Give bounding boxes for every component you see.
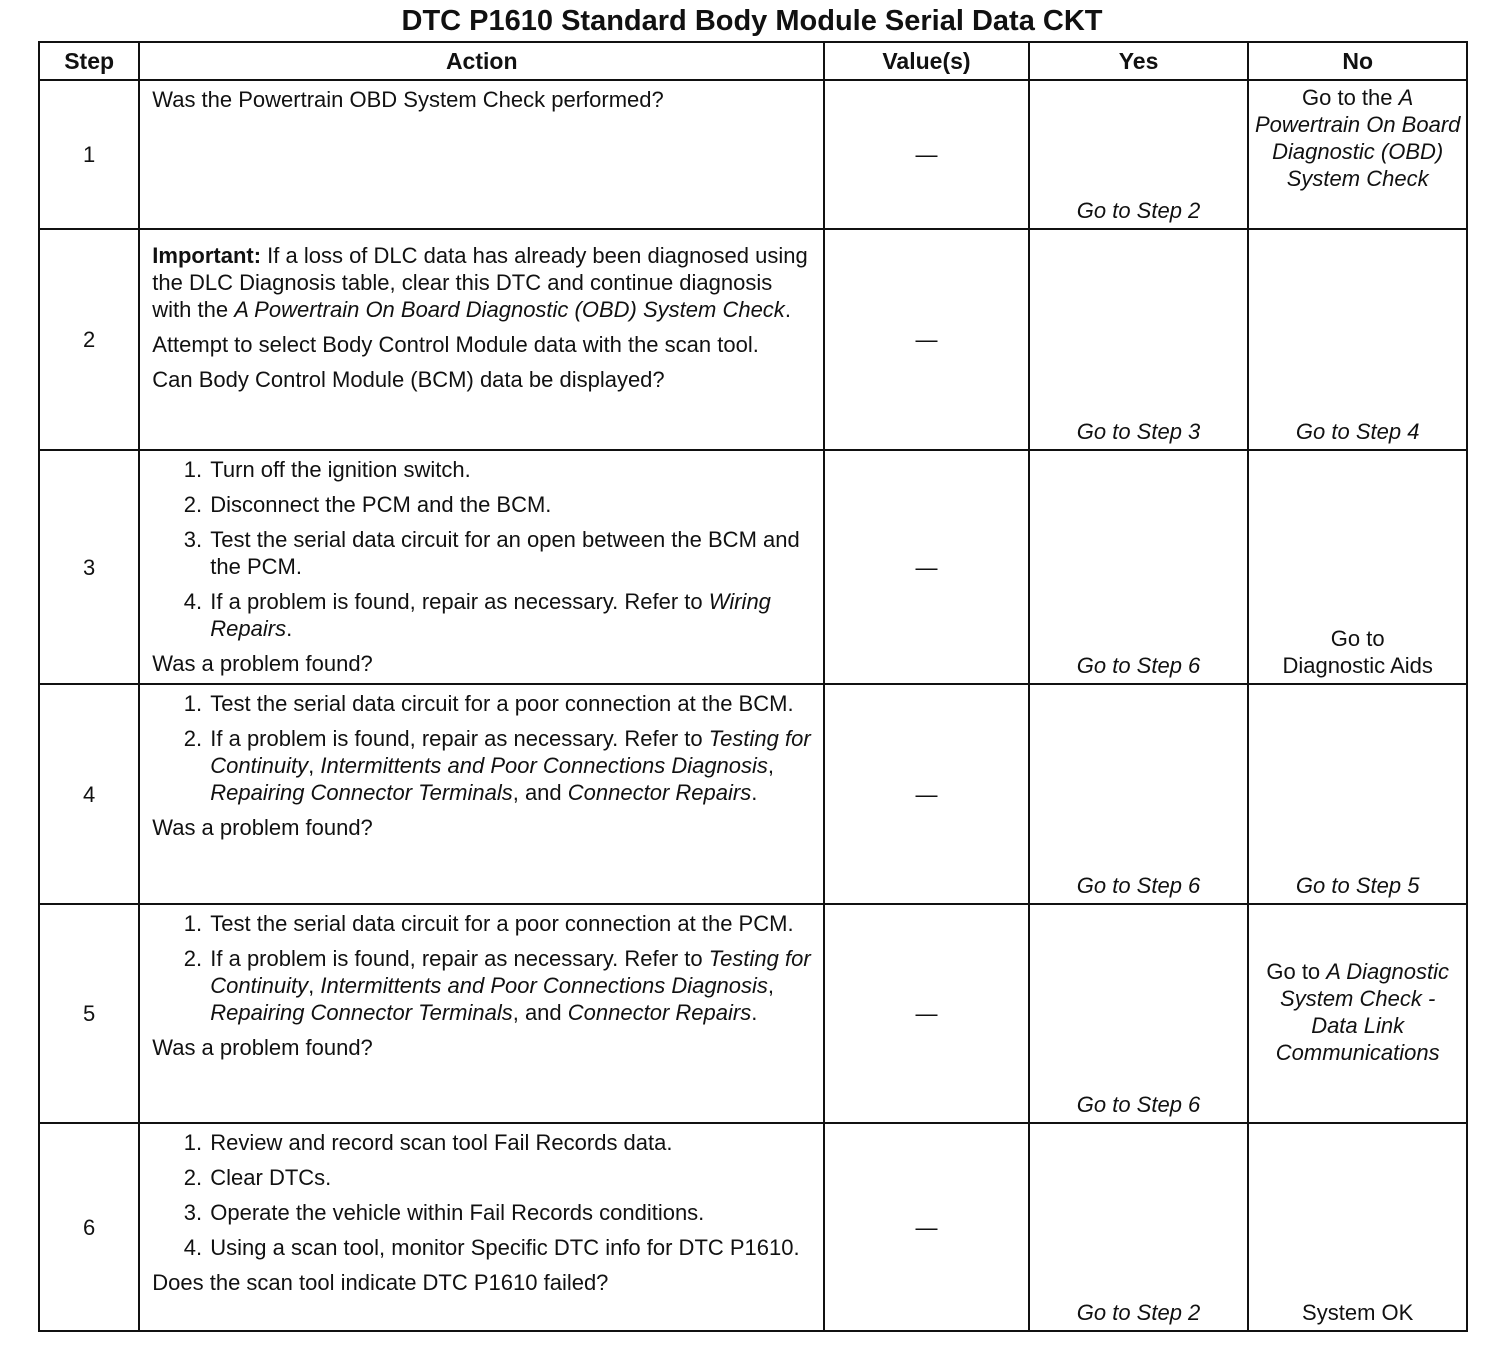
action-cell	[139, 684, 824, 904]
separator: , and	[512, 780, 568, 805]
yes-cell: Go to Step 6	[1029, 904, 1249, 1123]
attempt-instruction: Attempt to select Body Control Module data with the scan tool.	[152, 332, 759, 357]
substep-end: .	[286, 616, 293, 641]
step-number: 6	[39, 1123, 139, 1331]
important-reference: A Powertrain On Board Diagnostic (OBD) System Check	[234, 297, 785, 322]
important-label: Important:	[152, 243, 262, 268]
step-number: 1	[39, 80, 139, 229]
substep: 1. Test the serial data circuit for a poor connection at the PCM.	[208, 910, 813, 937]
reference-connector-terminals: Repairing Connector Terminals	[210, 1000, 513, 1025]
no-prefix: Go to	[1266, 958, 1327, 984]
yes-cell: Go to Step 2	[1029, 80, 1249, 229]
separator: ,	[767, 973, 775, 998]
action-cell	[139, 1123, 824, 1331]
yes-cell: Go to Step 3	[1029, 229, 1249, 450]
no-cell: Go to Step 4	[1248, 229, 1467, 450]
action-cell	[139, 229, 824, 450]
header-step: Step	[39, 42, 139, 80]
substep	[208, 945, 813, 1026]
substep: 1. Test the serial data circuit for a poor connection at the BCM.	[208, 690, 813, 717]
separator: ,	[308, 753, 321, 778]
no-cell: Go to Diagnostic Aids	[1248, 450, 1467, 684]
substep-list	[152, 1129, 813, 1261]
substep: 4. Using a scan tool, monitor Specific DTC info for DTC P1610.	[208, 1234, 813, 1261]
no-cell: System OK	[1248, 1123, 1467, 1331]
separator: ,	[767, 753, 775, 778]
reference-intermittents: Intermittents and Poor Connections Diagnosis	[320, 973, 768, 998]
header-value: Value(s)	[824, 42, 1029, 80]
action-cell	[139, 904, 824, 1123]
substep: 3. Test the serial data circuit for an open between the BCM and the PCM.	[208, 526, 813, 580]
value-cell: —	[824, 229, 1029, 450]
value-cell: —	[824, 80, 1029, 229]
action-cell	[139, 80, 824, 229]
table-row	[39, 684, 1467, 904]
substep	[208, 588, 813, 642]
header-row	[39, 42, 1467, 80]
substep: 1. Turn off the ignition switch.	[208, 456, 813, 483]
substep-text: If a problem is found, repair as necessary. Refer to	[210, 726, 709, 751]
important-text: If a loss of DLC data has already been diagnosed using the DLC Diagnosis table, clear this DTC and continue diagnosis with the	[152, 243, 808, 322]
substep-end: .	[751, 1000, 758, 1025]
important-note	[152, 242, 813, 323]
no-cell	[1248, 80, 1467, 229]
reference-connector-terminals: Repairing Connector Terminals	[210, 780, 513, 805]
value-cell: —	[824, 450, 1029, 684]
step-question: Was a problem found?	[152, 1035, 373, 1060]
step-question: Was a problem found?	[152, 815, 373, 840]
step-number: 4	[39, 684, 139, 904]
step-number: 5	[39, 904, 139, 1123]
table-row	[39, 80, 1467, 229]
value-cell: —	[824, 684, 1029, 904]
value-cell: —	[824, 904, 1029, 1123]
no-cell: Go to Step 5	[1248, 684, 1467, 904]
step-question: Can Body Control Module (BCM) data be displayed?	[152, 367, 665, 392]
yes-cell: Go to Step 6	[1029, 684, 1249, 904]
no-reference: A Powertrain On Board Diagnostic (OBD) System Check	[1254, 85, 1461, 191]
value-cell: —	[824, 1123, 1029, 1331]
substep: 1. Review and record scan tool Fail Records data.	[208, 1129, 813, 1156]
table-row	[39, 1123, 1467, 1331]
important-end: .	[784, 297, 791, 322]
step-question: Was a problem found?	[152, 651, 373, 676]
substep-list	[152, 910, 813, 1026]
action-cell	[139, 450, 824, 684]
separator: , and	[512, 1000, 568, 1025]
substep-text: If a problem is found, repair as necessary. Refer to	[210, 946, 709, 971]
reference-continuity: Testing for Continuity	[210, 726, 811, 778]
substep-text: If a problem is found, repair as necessary. Refer to	[210, 589, 709, 614]
reference-intermittents: Intermittents and Poor Connections Diagnosis	[320, 753, 768, 778]
reference-connector-repairs: Connector Repairs	[567, 1000, 752, 1025]
header-action: Action	[139, 42, 824, 80]
no-reference: A Diagnostic System Check - Data Link Communications	[1275, 958, 1449, 1065]
reference-connector-repairs: Connector Repairs	[567, 780, 752, 805]
header-yes: Yes	[1029, 42, 1249, 80]
page-title: DTC P1610 Standard Body Module Serial Data CKT	[401, 5, 1103, 37]
no-prefix: Go to the	[1302, 85, 1399, 110]
substep-end: .	[751, 780, 758, 805]
reference-continuity: Testing for Continuity	[210, 946, 811, 998]
table-row	[39, 904, 1467, 1123]
substep: 3. Operate the vehicle within Fail Records conditions.	[208, 1199, 813, 1226]
table-row	[39, 229, 1467, 450]
step-number: 3	[39, 450, 139, 684]
substep-reference: Wiring Repairs	[210, 589, 771, 641]
yes-cell: Go to Step 2	[1029, 1123, 1249, 1331]
step-number: 2	[39, 229, 139, 450]
diagnostic-table	[38, 41, 1468, 1332]
yes-cell: Go to Step 6	[1029, 450, 1249, 684]
separator: ,	[308, 973, 321, 998]
step-question: Does the scan tool indicate DTC P1610 failed?	[152, 1270, 609, 1295]
substep: 2. Disconnect the PCM and the BCM.	[208, 491, 813, 518]
step-question: Was the Powertrain OBD System Check performed?	[152, 87, 664, 112]
substep	[208, 725, 813, 806]
table-row	[39, 450, 1467, 684]
substep-list	[152, 456, 813, 642]
no-cell	[1248, 904, 1467, 1123]
substep: 2. Clear DTCs.	[208, 1164, 813, 1191]
header-no: No	[1248, 42, 1467, 80]
substep-list	[152, 690, 813, 806]
